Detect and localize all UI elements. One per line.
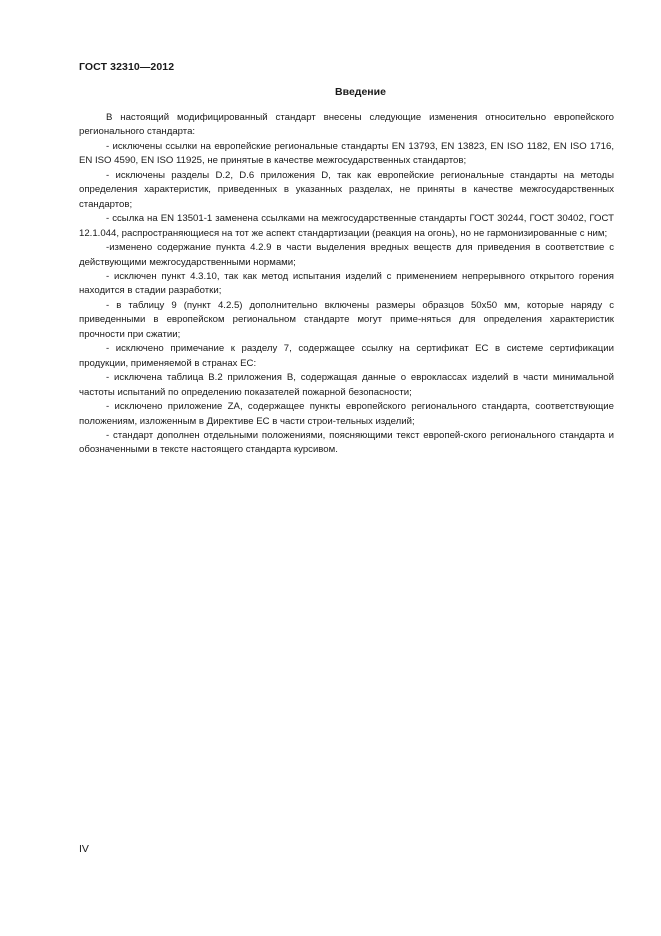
paragraph: В настоящий модифицированный стандарт внесены следующие изменения относительно европейского регионального стандарта: (79, 112, 614, 138)
introduction-body (79, 111, 614, 458)
paragraph: - исключено приложение ZA, содержащее пункты европейского регионального стандарта, соответствующие положениям, изложенным в Директиве ЕС в части строи-тельных изделий; (79, 401, 614, 427)
paragraph: -изменено содержание пункта 4.2.9 в части выделения вредных веществ для приведения в соответствие с действующими межгосударственными нормами; (79, 242, 614, 268)
page-number: IV (79, 843, 89, 855)
paragraph: - исключены разделы D.2, D.6 приложения D, так как европейские региональные стандарты на методы определения характеристик, приведенных в указанных разделах, не приняты в качестве межгосударственных стандартов; (79, 169, 614, 210)
paragraph: - исключен пункт 4.3.10, так как метод испытания изделий с применением непрерывного открытого горения находится в стадии разработки; (79, 270, 614, 297)
document-header-id: ГОСТ 32310—2012 (79, 61, 175, 73)
paragraph: - исключено примечание к разделу 7, содержащее ссылку на сертификат ЕС в системе сертификации продукции, применяемой в странах ЕС: (79, 343, 614, 369)
paragraph: - исключены ссылки на европейские региональные стандарты EN 13793, EN 13823, EN ISO 1182, EN ISO 1716, EN ISO 4590, EN ISO 11925, не принятые в качестве межгосударственных стандартов; (79, 140, 614, 167)
paragraph: - стандарт дополнен отдельными положениями, поясняющими текст европей-ского регионального стандарта и обозначенными в тексте настоящего стандарта курсивом. (79, 429, 614, 456)
paragraph: - ссылка на EN 13501-1 заменена ссылками на межгосударственные стандарты ГОСТ 30244, ГОСТ 30402, ГОСТ 12.1.044, распространяющиеся на тот же аспект стандартизации (реакция на огонь), но не гармонизированные с ним; (79, 213, 614, 239)
paragraph: - исключена таблица В.2 приложения В, содержащая данные о евроклассах изделий в части минимальной частоты испытаний по определению показателей пожарной безопасности; (79, 372, 614, 398)
paragraph: - в таблицу 9 (пункт 4.2.5) дополнительно включены размеры образцов 50x50 мм, которые наряду с приведенными в европейском региональном стандарте могут приме-няться для определения характеристик прочности при сжатии; (79, 299, 614, 340)
section-title: Введение (335, 86, 386, 98)
